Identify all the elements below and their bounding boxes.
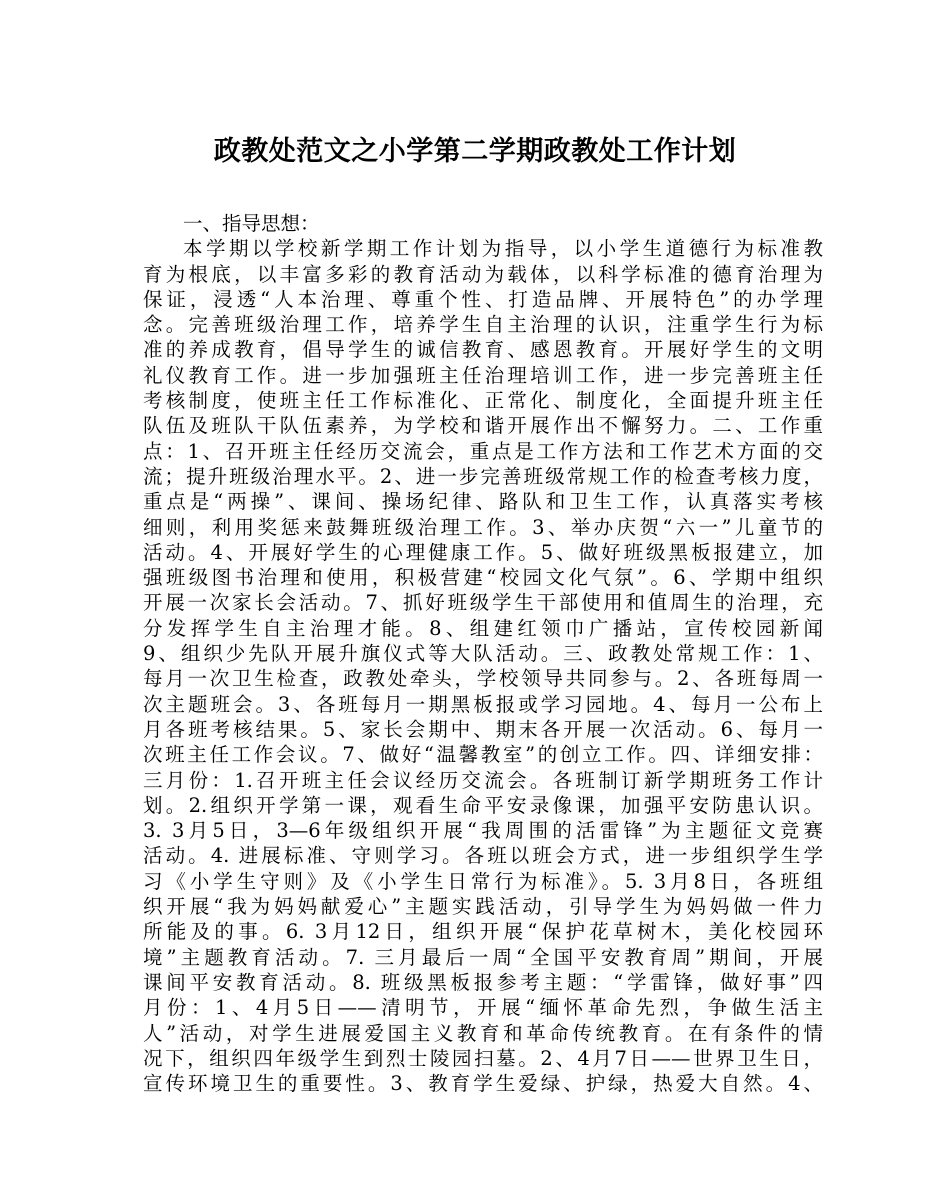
paragraph-line: 本学期以学校新学期工作计划为指导，以小学生道德行为标准教 — [183, 237, 823, 261]
paragraph-line: 准的养成教育，倡导学生的诚信教育、感恩教育。开展好学生的文明 — [143, 338, 823, 362]
section-heading: 一、指导思想： — [183, 212, 320, 235]
paragraph-line: 三月份：1.召开班主任会议经历交流会。各班制订新学期班务工作计 — [143, 768, 823, 792]
paragraph-line: 织开展“我为妈妈献爱心”主题实践活动，引导学生为妈妈做一件力 — [143, 895, 823, 919]
paragraph-line: 考核制度，使班主任工作标准化、正常化、制度化，全面提升班主任 — [143, 389, 823, 413]
paragraph-line: 境”主题教育活动。7. 三月最后一周“全国平安教育周”期间，开展 — [143, 945, 823, 969]
paragraph-line: 礼仪教育工作。进一步加强班主任治理培训工作，进一步完善班主任 — [143, 363, 823, 387]
paragraph-line: 重点是“两操”、课间、操场纪律、路队和卫生工作，认真落实考核 — [143, 490, 823, 514]
paragraph-line: 分发挥学生自主治理才能。8、组建红领巾广播站，宣传校园新闻 — [143, 616, 823, 640]
paragraph-line: 次主题班会。3、各班每月一期黑板报或学习园地。4、每月一公布上 — [143, 692, 823, 716]
paragraph-line: 开展一次家长会活动。7、抓好班级学生干部使用和值周生的治理，充 — [143, 591, 823, 615]
paragraph-line: 习《小学生守则》及《小学生日常行为标准》。5. 3月8日，各班组 — [143, 869, 823, 893]
paragraph-line: 每月一次卫生检查，政教处牵头，学校领导共同参与。2、各班每周一 — [143, 667, 823, 691]
paragraph-line: 3. 3月5日，3—6年级组织开展“我周围的活雷锋”为主题征文竞赛 — [143, 819, 823, 843]
paragraph-line: 活动。4、开展好学生的心理健康工作。5、做好班级黑板报建立，加 — [143, 540, 823, 564]
paragraph-line: 月份：1、4月5日——清明节，开展“缅怀革命先烈，争做生活主 — [143, 996, 823, 1020]
paragraph-line: 人”活动，对学生进展爱国主义教育和革命传统教育。在有条件的情 — [143, 1021, 823, 1045]
paragraph-line: 次班主任工作会议。7、做好“温馨教室”的创立工作。四、详细安排： — [143, 743, 823, 767]
paragraph-line: 所能及的事。6. 3月12日，组织开展“保护花草树木，美化校园环 — [143, 920, 823, 944]
paragraph-line: 月各班考核结果。5、家长会期中、期末各开展一次活动。6、每月一 — [143, 717, 823, 741]
paragraph-line: 念。完善班级治理工作，培养学生自主治理的认识，注重学生行为标 — [143, 313, 823, 337]
document-body — [143, 211, 823, 1096]
paragraph-line: 强班级图书治理和使用，积极营建“校园文化气氛”。6、学期中组织 — [143, 566, 823, 590]
paragraph-line: 队伍及班队干队伍素养，为学校和谐开展作出不懈努力。二、工作重 — [143, 414, 823, 438]
paragraph-line: 活动。4. 进展标准、守则学习。各班以班会方式，进一步组织学生学 — [143, 844, 823, 868]
paragraph-line: 点：1、召开班主任经历交流会，重点是工作方法和工作艺术方面的交 — [143, 439, 823, 463]
paragraph-line: 况下，组织四年级学生到烈士陵园扫墓。2、4月7日——世界卫生日， — [143, 1046, 823, 1070]
paragraph-line: 流；提升班级治理水平。2、进一步完善班级常规工作的检查考核力度， — [143, 464, 823, 488]
paragraph-line: 育为根底，以丰富多彩的教育活动为载体，以科学标准的德育治理为 — [143, 262, 823, 286]
paragraph-line: 划。2.组织开学第一课，观看生命平安录像课，加强平安防患认识。 — [143, 793, 823, 817]
paragraph-line: 宣传环境卫生的重要性。3、教育学生爱绿、护绿，热爱大自然。4、 — [143, 1072, 823, 1096]
document-title: 政教处范文之小学第二学期政教处工作计划 — [213, 136, 737, 167]
paragraph-line: 保证，浸透“人本治理、尊重个性、打造品牌、开展特色”的办学理 — [143, 287, 823, 311]
paragraph-line: 细则，利用奖惩来鼓舞班级治理工作。3、举办庆贺“六一”儿童节的 — [143, 515, 823, 539]
paragraph-line: 9、组织少先队开展升旗仪式等大队活动。三、政教处常规工作：1、 — [143, 642, 823, 666]
paragraph-line: 课间平安教育活动。8. 班级黑板报参考主题：“学雷锋，做好事”四 — [143, 970, 823, 994]
